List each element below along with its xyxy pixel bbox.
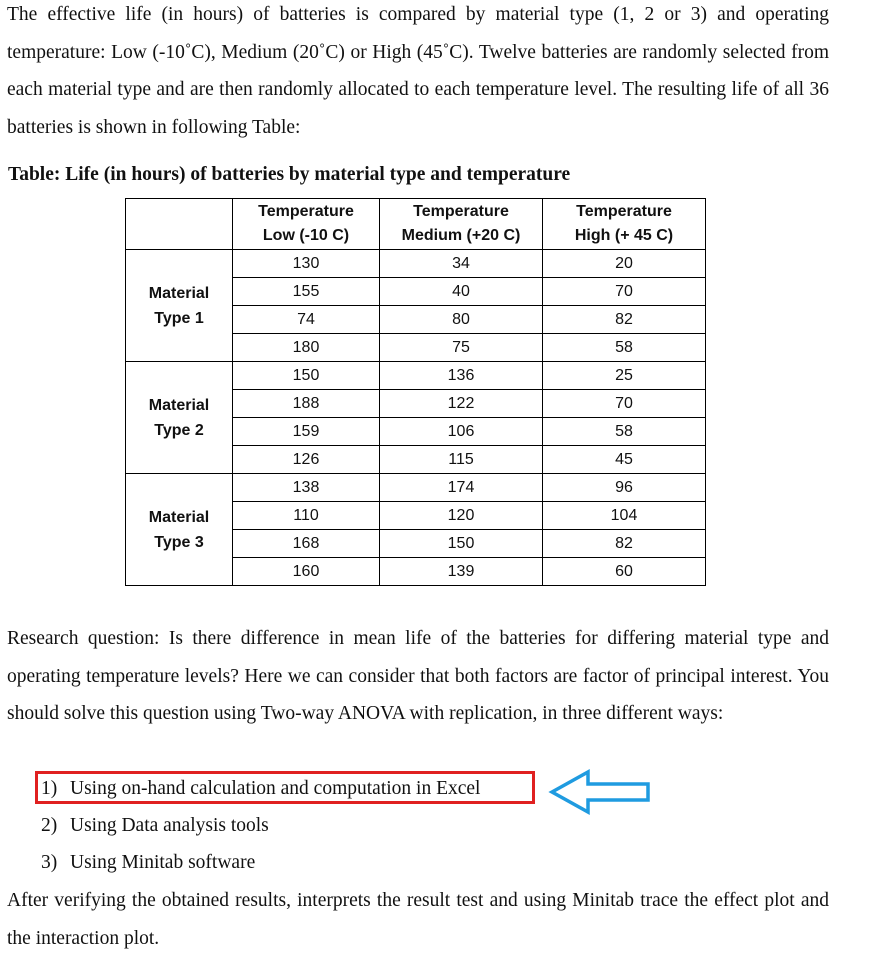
list-item-number: 1): [41, 778, 58, 799]
table-cell: 110: [233, 502, 380, 530]
table-cell: 20: [543, 250, 706, 278]
list-item-number: 3): [41, 852, 58, 873]
table-cell: 115: [380, 446, 543, 474]
highlight-box: [35, 771, 535, 804]
table-cell: 150: [233, 362, 380, 390]
header-medium-line1: Temperature: [413, 203, 509, 220]
table-cell: 58: [543, 334, 706, 362]
table-cell: 82: [543, 306, 706, 334]
group-label-type-2: [126, 362, 233, 474]
group-label-type-3: [126, 474, 233, 586]
list-item-text: Using on-hand calculation and computation in Excel: [70, 778, 481, 799]
header-medium: [380, 199, 543, 250]
table-cell: 159: [233, 418, 380, 446]
table-cell: 122: [380, 390, 543, 418]
table-cell: 136: [380, 362, 543, 390]
table-cell: 80: [380, 306, 543, 334]
table-cell: 138: [233, 474, 380, 502]
header-low: [233, 199, 380, 250]
table-cell: 168: [233, 530, 380, 558]
header-high-line2: High (+ 45 C): [574, 227, 674, 244]
group-label-line2: Type 2: [154, 421, 204, 439]
table-cell: 25: [543, 362, 706, 390]
table-cell: 58: [543, 418, 706, 446]
battery-life-table: [125, 198, 706, 586]
group-label-line1: Material: [148, 284, 210, 302]
after-paragraph: After verifying the obtained results, interprets the result test and using Minitab trace the effect plot and the interaction plot.: [7, 890, 829, 949]
table-cell: 40: [380, 278, 543, 306]
table-cell: 174: [380, 474, 543, 502]
table-row: [126, 362, 706, 390]
table-cell: 45: [543, 446, 706, 474]
table-cell: 34: [380, 250, 543, 278]
list-item: [38, 807, 480, 844]
header-medium-line2: Medium (+20 C): [401, 227, 521, 244]
table-cell: 150: [380, 530, 543, 558]
table-cell: 130: [233, 250, 380, 278]
table-cell: 139: [380, 558, 543, 586]
list-item-number: 2): [41, 815, 58, 836]
table-cell: 155: [233, 278, 380, 306]
list-item-text: Using Data analysis tools: [70, 815, 269, 836]
table-cell: 126: [233, 446, 380, 474]
table-cell: 70: [543, 390, 706, 418]
table-cell: 60: [543, 558, 706, 586]
table-cell: 96: [543, 474, 706, 502]
research-question-paragraph: Research question: Is there difference in mean life of the batteries for differing material type and operating temperature levels? Here we can consider that both factors are factor of principal interest. You should solve this question using Two-way ANOVA with replication, in three different ways:: [7, 628, 829, 724]
table-cell: 104: [543, 502, 706, 530]
table-cell: 70: [543, 278, 706, 306]
group-label-line1: Material: [148, 396, 210, 414]
list-item-text: Using Minitab software: [70, 852, 256, 873]
table-cell: 188: [233, 390, 380, 418]
table-row: [126, 474, 706, 502]
table-cell: 74: [233, 306, 380, 334]
table-cell: 75: [380, 334, 543, 362]
group-label-type-1: [126, 250, 233, 362]
table-cell: 82: [543, 530, 706, 558]
header-high: [543, 199, 706, 250]
intro-paragraph: The effective life (in hours) of batteries is compared by material type (1, 2 or 3) and operating temperature: Low (-10˚C), Medium (20˚C) or High (45˚C). Twelve batteries are randomly selected from each material type and are then randomly allocated to each temperature level. The resulting life of all 36 batteries is shown in following Table:: [7, 4, 829, 138]
group-label-line2: Type 3: [154, 533, 204, 551]
table-cell: 180: [233, 334, 380, 362]
header-high-line1: Temperature: [576, 203, 672, 220]
group-label-line1: Material: [148, 508, 210, 526]
list-item: [38, 844, 480, 881]
table-cell: 120: [380, 502, 543, 530]
table-caption: Table: Life (in hours) of batteries by material type and temperature: [8, 164, 571, 185]
table-cell: 106: [380, 418, 543, 446]
table-cell: 160: [233, 558, 380, 586]
table-row: [126, 250, 706, 278]
table-header-row: [126, 199, 706, 250]
header-low-line2: Low (-10 C): [262, 227, 350, 244]
group-label-line2: Type 1: [154, 309, 204, 327]
left-arrow-icon: [548, 768, 652, 816]
header-low-line1: Temperature: [258, 203, 354, 220]
table-corner-cell: [126, 199, 233, 250]
